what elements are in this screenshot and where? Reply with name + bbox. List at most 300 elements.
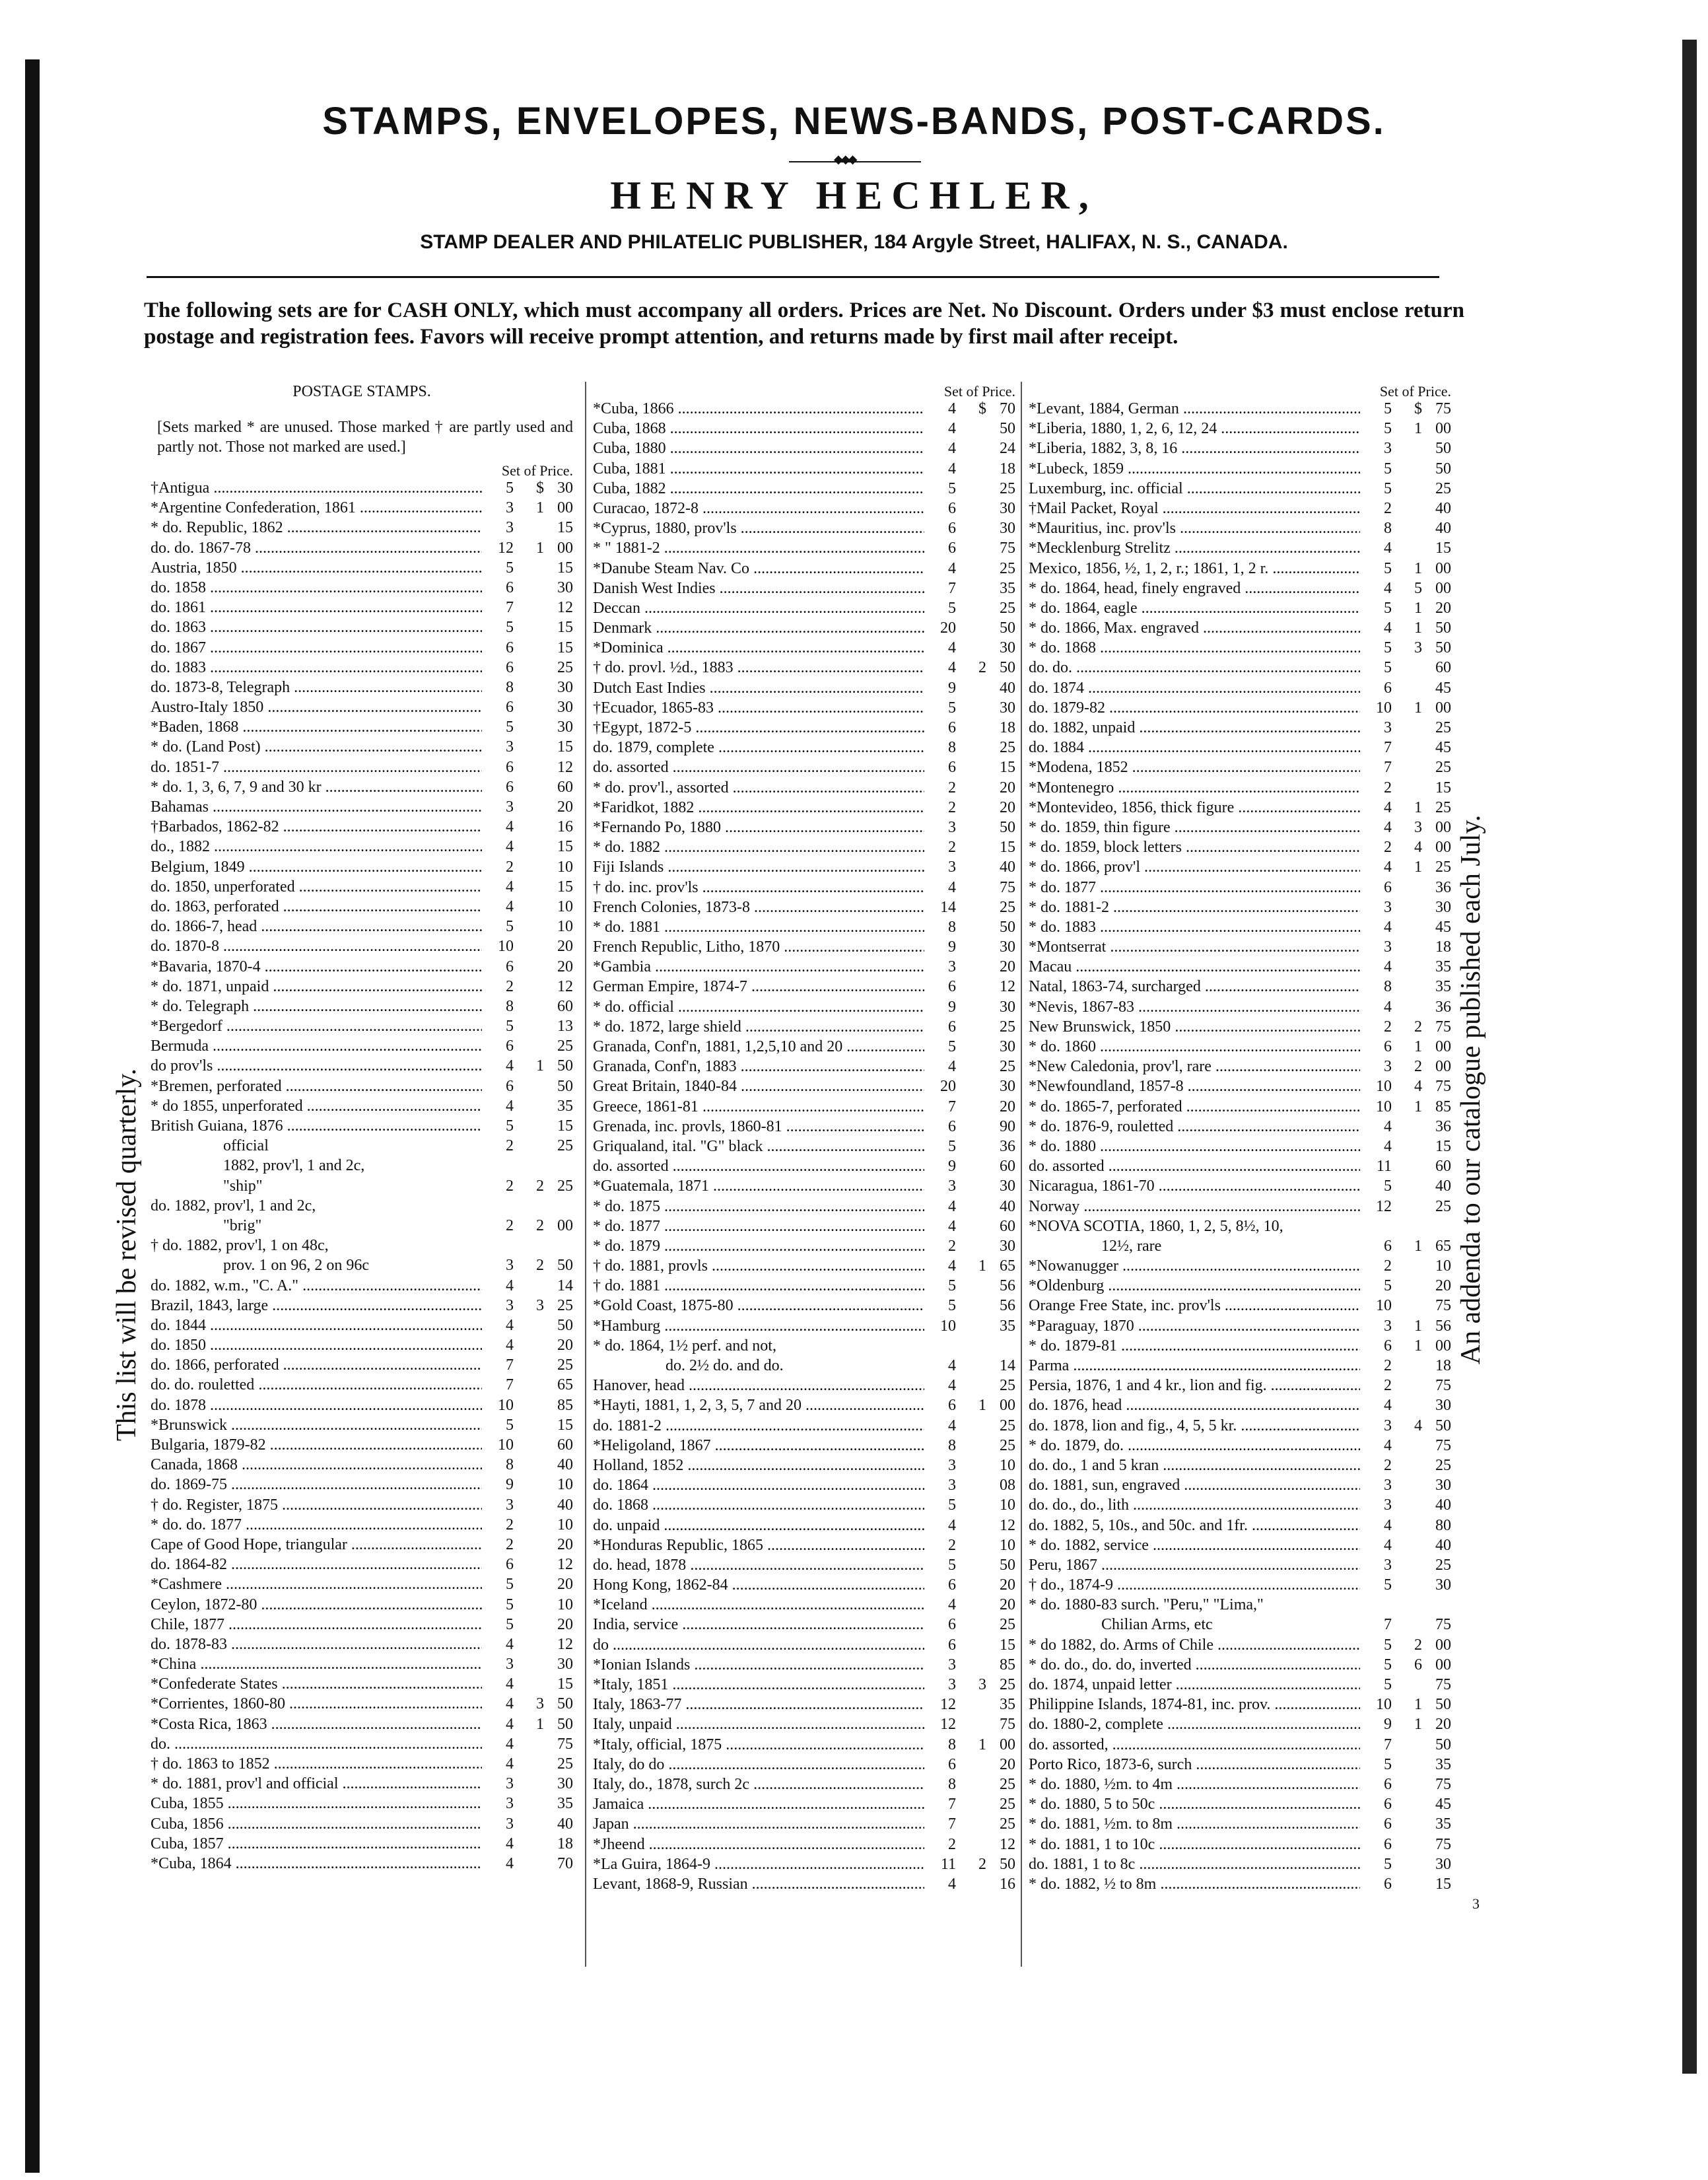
price-dollars: 1 — [1414, 599, 1422, 617]
price-row — [1029, 1475, 1451, 1495]
price-cents: 18 — [557, 1835, 573, 1852]
price-cents: 15 — [1435, 1137, 1451, 1155]
price-dollars: 1 — [536, 1057, 544, 1075]
price-row — [151, 1415, 573, 1435]
price-cents: 25 — [557, 1177, 573, 1195]
price-cents: 60 — [1000, 1217, 1015, 1235]
price-row — [1029, 1635, 1451, 1655]
stamp-set-name: Orange Free State, inc. prov'ls ..... — [1029, 1296, 1360, 1316]
stamp-set-name: Bermuda ..... — [151, 1036, 482, 1056]
price-row — [151, 558, 573, 578]
set-count: 5 — [506, 918, 514, 936]
price-cents: 20 — [557, 958, 573, 975]
set-count: 4 — [948, 1217, 956, 1235]
set-count: 5 — [948, 1556, 956, 1574]
price-cents: 35 — [1435, 978, 1451, 996]
price-cents: 80 — [1435, 1516, 1451, 1534]
price-cents: 25 — [1000, 1436, 1015, 1454]
stamp-set-name: do. ..... — [151, 1734, 482, 1754]
price-row — [593, 1216, 1015, 1236]
price-cents: 15 — [557, 559, 573, 577]
set-count: 4 — [1384, 1137, 1392, 1155]
stamp-set-name: Ceylon, 1872-80 ..... — [151, 1595, 482, 1615]
price-row — [151, 1654, 573, 1674]
price-row — [593, 1655, 1015, 1675]
stamp-set-name: Fiji Islands ..... — [593, 857, 924, 877]
set-count: 3 — [506, 738, 514, 756]
set-count: 10 — [1376, 1696, 1392, 1714]
set-count: 4 — [948, 1197, 956, 1215]
set-count: 6 — [948, 719, 956, 736]
set-count: 4 — [506, 1755, 514, 1773]
stamp-set-name: official — [223, 1137, 269, 1155]
price-row — [151, 1475, 573, 1494]
set-count: 3 — [506, 519, 514, 537]
price-row — [593, 598, 1015, 618]
stamp-set-name: * do. 1880, 5 to 50c ..... — [1029, 1794, 1360, 1814]
stamp-set-name: do. 1864 ..... — [593, 1475, 924, 1495]
set-count: 6 — [506, 699, 514, 717]
price-cents: 75 — [1435, 1616, 1451, 1634]
stamp-set-name: German Empire, 1874-7 ..... — [593, 977, 924, 997]
set-count: 4 — [948, 639, 956, 657]
price-cents: 50 — [1435, 440, 1451, 458]
set-count: 8 — [506, 1456, 514, 1474]
stamp-set-name: do. 1864-82 ..... — [151, 1555, 482, 1574]
stamp-set-name: Cuba, 1857 ..... — [151, 1834, 482, 1854]
price-row — [593, 1555, 1015, 1575]
price-cents: 15 — [1435, 779, 1451, 796]
set-count: 6 — [948, 978, 956, 996]
set-count: 6 — [948, 1576, 956, 1594]
set-count: 2 — [1384, 1357, 1392, 1374]
price-cents: 50 — [1000, 659, 1015, 677]
stamp-set-name: * do. 1866, Max. engraved ..... — [1029, 618, 1360, 638]
price-cents: 00 — [557, 1216, 573, 1234]
stamp-set-name: *Hamburg ..... — [593, 1316, 924, 1336]
set-count: 3 — [948, 958, 956, 976]
price-cents: 12 — [1000, 978, 1015, 996]
price-cents: 75 — [1435, 1775, 1451, 1793]
set-count: 4 — [506, 897, 514, 915]
set-count: 4 — [506, 1316, 514, 1334]
price-cents: 20 — [1435, 1277, 1451, 1295]
stamp-set-name: * do. 1876-9, rouletted ..... — [1029, 1117, 1360, 1137]
price-row — [1029, 459, 1451, 479]
price-row — [1029, 977, 1451, 997]
stamp-set-name: do. head, 1878 ..... — [593, 1555, 924, 1575]
price-row — [151, 957, 573, 977]
revision-note: This list will be revised quarterly. — [112, 1068, 142, 1442]
price-row — [151, 1455, 573, 1475]
set-count: 7 — [948, 1815, 956, 1833]
price-cents: 10 — [557, 1476, 573, 1494]
price-row — [151, 1794, 573, 1813]
price-row — [593, 1436, 1015, 1456]
price-cents: 25 — [1000, 1676, 1015, 1693]
stamp-set-name: Cuba, 1868 ..... — [593, 419, 924, 439]
price-cents: 15 — [1435, 540, 1451, 557]
price-row — [1029, 1794, 1451, 1814]
stamp-set-name: * do. 1881, ½m. to 8m ..... — [1029, 1814, 1360, 1834]
price-row — [151, 877, 573, 897]
price-dollars: 2 — [1414, 1636, 1422, 1654]
price-row — [593, 957, 1015, 977]
price-row — [151, 1176, 573, 1196]
price-row — [593, 459, 1015, 479]
price-row — [593, 1475, 1015, 1495]
stamp-set-name: Parma ..... — [1029, 1356, 1360, 1376]
set-count: 8 — [948, 1436, 956, 1454]
price-cents: 20 — [557, 1576, 573, 1594]
price-cents: 15 — [557, 519, 573, 537]
price-cents: 30 — [557, 719, 573, 736]
price-cents: 65 — [557, 1376, 573, 1394]
stamp-set-name: *Argentine Confederation, 1861 ..... — [151, 498, 482, 518]
price-row — [1029, 658, 1451, 678]
set-count: 3 — [948, 859, 956, 876]
price-row — [151, 936, 573, 956]
stamp-set-name: *Nevis, 1867-83 ..... — [1029, 997, 1360, 1017]
stamp-set-name: *Oldenburg ..... — [1029, 1276, 1360, 1296]
price-row — [151, 737, 573, 757]
price-row — [1029, 1395, 1451, 1415]
stamp-set-name: do. 1850, unperforated ..... — [151, 877, 482, 897]
set-count: 6 — [948, 1755, 956, 1773]
price-row — [151, 997, 573, 1016]
price-row — [1029, 857, 1451, 877]
set-count: 8 — [506, 997, 514, 1015]
price-row — [151, 1036, 573, 1056]
price-row — [593, 1137, 1015, 1156]
stamp-set-name: Danish West Indies ..... — [593, 579, 924, 598]
stamp-set-name: *Mecklenburg Strelitz ..... — [1029, 538, 1360, 558]
price-cents: 65 — [1000, 1257, 1015, 1275]
set-count: 5 — [948, 1038, 956, 1055]
stamp-set-name: † do. 1881, provls ..... — [593, 1256, 924, 1276]
set-count: 2 — [948, 779, 956, 796]
price-row — [593, 818, 1015, 837]
stamp-set-name: * do. 1877 ..... — [593, 1216, 924, 1236]
price-row — [151, 1535, 573, 1555]
set-count: 10 — [498, 938, 514, 956]
price-cents: 35 — [1435, 1815, 1451, 1833]
price-row — [151, 1355, 573, 1375]
set-count: 5 — [1384, 1855, 1392, 1873]
price-dollars: $ — [978, 400, 986, 417]
price-dollars: 3 — [536, 1695, 544, 1713]
price-list — [151, 478, 573, 1874]
price-row — [151, 697, 573, 717]
price-row — [1029, 1874, 1451, 1894]
stamp-set-name: * do. 1860 ..... — [1029, 1037, 1360, 1057]
price-row — [593, 1714, 1015, 1734]
stamp-set-name: *Cuba, 1864 ..... — [151, 1854, 482, 1874]
price-row — [1029, 818, 1451, 837]
price-row — [593, 778, 1015, 798]
price-cents: 40 — [1435, 1536, 1451, 1554]
price-dollars: 2 — [978, 1855, 986, 1873]
set-count: 5 — [948, 1297, 956, 1315]
price-dollars: 1 — [536, 539, 544, 557]
price-dollars: 3 — [536, 1296, 544, 1314]
stamp-set-name: * do. Telegraph ..... — [151, 997, 482, 1016]
price-cents: 25 — [1435, 759, 1451, 777]
price-cents: 50 — [1000, 918, 1015, 936]
set-count: 5 — [1384, 1178, 1392, 1195]
price-row — [593, 1495, 1015, 1515]
set-count: 6 — [506, 658, 514, 676]
set-count: 3 — [948, 1656, 956, 1673]
price-dollars: 3 — [978, 1676, 986, 1693]
set-count: 7 — [948, 1098, 956, 1115]
set-count: 6 — [506, 1077, 514, 1095]
price-row — [151, 1156, 573, 1176]
price-cents: 56 — [1000, 1277, 1015, 1295]
set-count: 9 — [1384, 1716, 1392, 1734]
set-count: 5 — [1384, 479, 1392, 497]
price-row — [151, 1116, 573, 1136]
price-cents: 15 — [557, 1675, 573, 1693]
set-count: 5 — [506, 1615, 514, 1633]
stamp-set-name: † do. Register, 1875 ..... — [151, 1495, 482, 1515]
price-row — [593, 1316, 1015, 1336]
set-count: 6 — [1384, 679, 1392, 697]
price-row — [1029, 1076, 1451, 1096]
price-cents: 00 — [557, 499, 573, 517]
price-cents: 50 — [557, 1077, 573, 1095]
price-cents: 30 — [557, 699, 573, 717]
stamp-set-name: do. do. ..... — [1029, 658, 1360, 678]
set-count: 5 — [506, 479, 514, 497]
stamp-set-name: *Newfoundland, 1857-8 ..... — [1029, 1076, 1360, 1096]
stamp-set-name: *Guatemala, 1871 ..... — [593, 1176, 924, 1196]
price-cents: 65 — [1435, 1237, 1451, 1255]
price-row — [151, 1674, 573, 1694]
set-count: 6 — [506, 1037, 514, 1055]
stamp-set-name: Peru, 1867 ..... — [1029, 1555, 1360, 1575]
set-count: 2 — [506, 1177, 514, 1195]
price-cents: 15 — [557, 639, 573, 656]
stamp-set-name: †Mail Packet, Royal ..... — [1029, 499, 1360, 518]
stamp-set-name: Austria, 1850 ..... — [151, 558, 482, 578]
price-row — [593, 1197, 1015, 1216]
price-row — [1029, 538, 1451, 558]
stamp-set-name: * do. 1879, do. ..... — [1029, 1436, 1360, 1456]
price-row — [151, 658, 573, 678]
set-count: 4 — [948, 1357, 956, 1374]
price-cents: 30 — [1000, 520, 1015, 538]
stamp-set-name: † do. 1881 ..... — [593, 1276, 924, 1296]
price-cents: 25 — [1000, 1417, 1015, 1434]
stamp-set-name: French Republic, Litho, 1870 ..... — [593, 937, 924, 957]
price-row — [1029, 1775, 1451, 1794]
price-cents: 14 — [1000, 1357, 1015, 1374]
stamp-set-name: * do. 1879 ..... — [593, 1236, 924, 1256]
set-count: 4 — [1384, 540, 1392, 557]
price-row — [593, 1336, 1015, 1356]
price-cents: 15 — [557, 838, 573, 856]
price-cents: 50 — [1435, 460, 1451, 477]
price-cents: 13 — [557, 1018, 573, 1036]
price-cents: 12 — [557, 758, 573, 776]
price-cents: 20 — [557, 1535, 573, 1553]
price-row — [151, 1435, 573, 1455]
price-row — [1029, 1575, 1451, 1595]
price-cents: 45 — [1435, 918, 1451, 936]
price-row — [1029, 638, 1451, 658]
price-row — [593, 698, 1015, 718]
price-cents: 20 — [1435, 1716, 1451, 1734]
set-count: 6 — [1384, 1775, 1392, 1793]
stamp-set-name: *Nowanugger ..... — [1029, 1256, 1360, 1276]
price-cents: 60 — [1435, 659, 1451, 677]
price-cents: 15 — [557, 619, 573, 637]
price-row — [593, 1176, 1015, 1196]
price-cents: 50 — [557, 1715, 573, 1733]
price-cents: 40 — [1000, 679, 1015, 697]
dealer-info: STAMP DEALER AND PHILATELIC PUBLISHER, 184 Argyle Street, HALIFAX, N. S., CANADA. — [420, 231, 1288, 253]
set-count: 2 — [506, 1535, 514, 1553]
stamp-set-name: *Danube Steam Nav. Co ..... — [593, 559, 924, 579]
price-dollars: 1 — [1414, 619, 1422, 637]
stamp-set-name: * do. Republic, 1862 ..... — [151, 518, 482, 538]
price-row — [1029, 678, 1451, 698]
price-row — [1029, 1156, 1451, 1176]
stamp-set-name: do. 1868 ..... — [593, 1495, 924, 1515]
set-count: 4 — [1384, 1436, 1392, 1454]
stamp-set-name: * do 1855, unperforated ..... — [151, 1096, 482, 1116]
price-cents: 60 — [557, 997, 573, 1015]
stamp-set-name: * do. 1864, 1½ perf. and not, — [593, 1337, 776, 1354]
price-cents: 12 — [557, 1556, 573, 1574]
price-dollars: 1 — [1414, 420, 1422, 438]
set-count: 4 — [506, 1695, 514, 1713]
price-cents: 20 — [557, 1337, 573, 1354]
price-dollars: 1 — [1414, 1317, 1422, 1335]
price-row — [593, 1057, 1015, 1076]
price-cents: 08 — [1000, 1477, 1015, 1494]
set-count: 5 — [506, 719, 514, 736]
set-count: 5 — [948, 699, 956, 717]
stamp-set-name: do. 2½ do. and do. — [666, 1357, 784, 1374]
price-cents: 50 — [1435, 1736, 1451, 1753]
price-cents: 15 — [557, 1117, 573, 1135]
set-count: 4 — [1384, 859, 1392, 876]
price-cents: 90 — [1000, 1117, 1015, 1135]
set-count: 7 — [506, 1356, 514, 1374]
price-row — [1029, 1615, 1451, 1635]
price-cents: 25 — [1000, 1796, 1015, 1813]
price-row — [151, 1196, 573, 1216]
price-cents: 25 — [1435, 1556, 1451, 1574]
set-count: 5 — [1384, 460, 1392, 477]
price-row — [1029, 1256, 1451, 1276]
price-cents: 25 — [1435, 798, 1451, 816]
price-dollars: 1 — [536, 1715, 544, 1733]
set-count: 5 — [1384, 1636, 1392, 1654]
stamp-set-name: *Ionian Islands ..... — [593, 1655, 924, 1675]
price-row — [151, 1276, 573, 1296]
price-cents: 75 — [1435, 1297, 1451, 1315]
price-row — [593, 1296, 1015, 1316]
price-row — [1029, 1336, 1451, 1356]
set-count: 4 — [948, 1516, 956, 1534]
price-row — [1029, 1037, 1451, 1057]
stamp-set-name: * do. 1881, prov'l and official ..... — [151, 1774, 482, 1794]
price-cents: 30 — [1000, 499, 1015, 517]
stamp-set-name: *Dominica ..... — [593, 638, 924, 658]
price-cents: 10 — [557, 918, 573, 936]
price-row — [1029, 579, 1451, 598]
price-cents: 40 — [1435, 1496, 1451, 1514]
set-count: 4 — [506, 1337, 514, 1354]
price-cents: 75 — [1435, 1835, 1451, 1853]
price-row — [1029, 399, 1451, 419]
stamp-set-name: Cuba, 1856 ..... — [151, 1814, 482, 1834]
price-row — [593, 1516, 1015, 1535]
price-row — [1029, 618, 1451, 638]
price-dollars: 3 — [1414, 818, 1422, 836]
price-row — [1029, 997, 1451, 1017]
stamp-set-name: Luxemburg, inc. official ..... — [1029, 479, 1360, 499]
price-cents: 30 — [557, 1775, 573, 1793]
stamp-set-name: Holland, 1852 ..... — [593, 1456, 924, 1475]
price-row — [593, 1097, 1015, 1117]
stamp-set-name: do ..... — [593, 1635, 924, 1655]
stamp-set-name: Natal, 1863-74, surcharged ..... — [1029, 977, 1360, 997]
set-count: 5 — [506, 1416, 514, 1434]
price-cents: 60 — [557, 1436, 573, 1454]
price-row — [593, 399, 1015, 419]
price-cents: 36 — [1435, 998, 1451, 1016]
set-count: 9 — [948, 1158, 956, 1176]
stamp-set-name: Deccan ..... — [593, 598, 924, 618]
stamp-set-name: do. unpaid ..... — [593, 1516, 924, 1535]
price-row — [1029, 518, 1451, 538]
price-row — [1029, 1675, 1451, 1695]
stamp-set-name: do. do., 1 and 5 kran ..... — [1029, 1456, 1360, 1475]
price-cents: 75 — [557, 1735, 573, 1753]
stamp-set-name: do. assorted ..... — [1029, 1156, 1360, 1176]
stamp-set-name: *La Guira, 1864-9 ..... — [593, 1854, 924, 1874]
price-cents: 15 — [557, 1416, 573, 1434]
price-row — [1029, 1655, 1451, 1675]
price-cents: 10 — [1000, 1536, 1015, 1554]
stamp-set-name: * do. 1883 ..... — [1029, 917, 1360, 937]
set-count: 3 — [506, 1815, 514, 1833]
stamp-set-name: * do. 1859, block letters ..... — [1029, 837, 1360, 857]
price-cents: 25 — [1000, 898, 1015, 916]
set-count: 2 — [506, 977, 514, 995]
set-count: 2 — [1384, 1257, 1392, 1275]
price-row — [1029, 1835, 1451, 1854]
price-cents: 00 — [557, 539, 573, 557]
price-row — [593, 559, 1015, 579]
set-count: 3 — [506, 1296, 514, 1314]
stamp-set-name: Cuba, 1882 ..... — [593, 479, 924, 499]
price-cents: 25 — [1000, 479, 1015, 497]
price-cents: 30 — [557, 678, 573, 696]
stamp-set-name: do. do. rouletted ..... — [151, 1375, 482, 1395]
price-row — [1029, 1137, 1451, 1156]
price-row — [151, 1016, 573, 1036]
price-dollars: 3 — [1414, 639, 1422, 657]
price-row — [151, 917, 573, 936]
stamp-set-name: * do. 1881, 1 to 10c ..... — [1029, 1835, 1360, 1854]
price-dollars: 2 — [536, 1257, 544, 1275]
set-count: 6 — [1384, 878, 1392, 896]
